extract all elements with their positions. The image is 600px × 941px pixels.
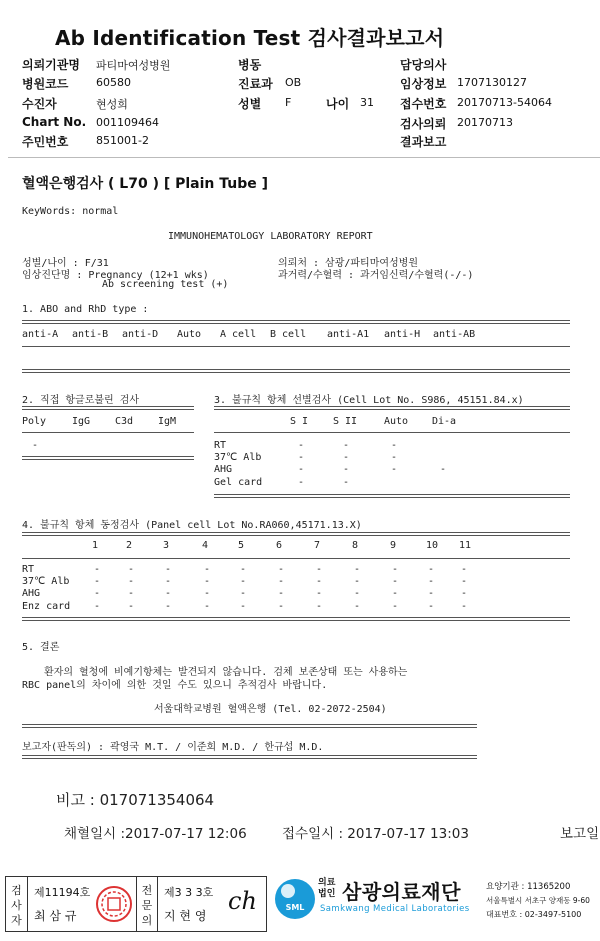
diagnosis-line2: Ab screening test (+)	[102, 279, 229, 290]
s4-h-10: 10	[426, 540, 439, 551]
s1-h-anti-ab: anti-AB	[433, 329, 476, 340]
reporter-line: 보고자(판독의) : 곽영국 M.T. / 이준희 M.D. / 한규섭 M.D.	[22, 742, 324, 753]
s4-cell-dash: -	[94, 576, 101, 587]
hospital-code-label: 병원코드	[22, 77, 69, 91]
s4-cell-dash: -	[316, 576, 323, 587]
clinical-value: 1707130127	[457, 76, 527, 89]
ward-label: 병동	[238, 58, 262, 72]
signature-box	[5, 876, 267, 932]
s4-cell-dash: -	[204, 601, 211, 612]
conclusion-line-2: RBC panel의 차이에 의한 것일 수도 있으니 추적검사 바랍니다.	[22, 680, 328, 691]
s4-cell-dash: -	[354, 564, 361, 575]
s3-rule-top	[214, 406, 570, 410]
sml-logo-text: SML	[285, 903, 305, 912]
collect-time: 채혈일시 :2017-07-17 12:06	[64, 826, 247, 842]
s1-rule-mid	[22, 346, 570, 347]
s1-h-auto: Auto	[177, 329, 202, 340]
s3-cell-dash: -	[391, 464, 398, 475]
s3-row-37: 37℃ Alb	[214, 452, 262, 463]
rrn-label: 주민번호	[22, 135, 69, 149]
s4-row-37: 37℃ Alb	[22, 576, 70, 587]
section-title: 혈액은행검사 ( L70 ) [ Plain Tube ]	[22, 176, 269, 192]
s2-h-igm: IgM	[158, 416, 177, 427]
dept-value: OB	[285, 76, 302, 89]
s2-h-c3d: C3d	[115, 416, 134, 427]
s1-rule-top	[22, 320, 570, 324]
remark: 비고 : 017071354064	[56, 791, 215, 809]
s2-h-igg: IgG	[72, 416, 91, 427]
s4-cell-dash: -	[461, 601, 468, 612]
s4-h-4: 4	[202, 540, 209, 551]
s4-h-3: 3	[163, 540, 170, 551]
s4-cell-dash: -	[316, 588, 323, 599]
chart-label: Chart No.	[22, 115, 87, 129]
s5-rule-bottom	[22, 755, 477, 759]
s4-rule-bottom	[22, 617, 570, 621]
history-line: 과거력/수혈력 : 과거임신력/수혈력(-/-)	[278, 270, 474, 281]
s1-h-b-cell: B cell	[270, 329, 307, 340]
s4-cell-dash: -	[278, 601, 285, 612]
s4-cell-dash: -	[204, 576, 211, 587]
brand-reg-no: 요양기관 : 11365200	[486, 882, 571, 892]
brand-corp-small: 의료법인	[318, 878, 336, 899]
s4-cell-dash: -	[278, 564, 285, 575]
s3-cell-dash: -	[298, 477, 305, 488]
request-label: 검사의뢰	[400, 117, 447, 131]
s4-row-rt: RT	[22, 564, 35, 575]
brand-address: 서울특별시 서초구 양재동 9-60	[486, 896, 590, 905]
s4-title: 4. 불규칙 항체 동정검사 (Panel cell Lot No.RA060,45171.13.X)	[22, 520, 362, 531]
s3-cell-dash: -	[391, 452, 398, 463]
s1-title: 1. ABO and RhD type :	[22, 304, 149, 315]
lab-title: IMMUNOHEMATOLOGY LABORATORY REPORT	[168, 231, 373, 242]
s3-cell-dash: -	[343, 440, 350, 451]
s4-rule-mid	[22, 558, 570, 559]
doctor-label: 담당의사	[400, 58, 447, 72]
s3-row-ahg: AHG	[214, 464, 233, 475]
s4-cell-dash: -	[240, 576, 247, 587]
s4-cell-dash: -	[461, 576, 468, 587]
chart-value: 001109464	[96, 116, 159, 129]
report-title: Ab Identification Test 검사결과보고서	[55, 26, 445, 50]
age-label: 나이	[326, 97, 350, 111]
s4-row-ahg: AHG	[22, 588, 41, 599]
s4-cell-dash: -	[392, 588, 399, 599]
s4-cell-dash: -	[240, 564, 247, 575]
s1-h-a-cell: A cell	[220, 329, 257, 340]
s2-rule-bottom	[22, 456, 194, 460]
s4-cell-dash: -	[278, 576, 285, 587]
s1-h-anti-d: anti-D	[122, 329, 159, 340]
s4-cell-dash: -	[428, 588, 435, 599]
s4-cell-dash: -	[128, 564, 135, 575]
s4-cell-dash: -	[94, 601, 101, 612]
s4-cell-dash: -	[165, 576, 172, 587]
s4-cell-dash: -	[354, 601, 361, 612]
s4-h-11: 11	[459, 540, 472, 551]
s4-cell-dash: -	[316, 601, 323, 612]
inspector-license: 제11194호	[34, 886, 91, 899]
s4-cell-dash: -	[428, 576, 435, 587]
s2-h-poly: Poly	[22, 416, 47, 427]
patient-label: 수진자	[22, 97, 57, 111]
s4-cell-dash: -	[354, 576, 361, 587]
s3-h-auto: Auto	[384, 416, 409, 427]
s3-cell-dash: -	[298, 452, 305, 463]
institution-label: 의뢰기관명	[22, 58, 80, 72]
s3-rule-bottom	[214, 494, 570, 498]
sex-value: F	[285, 96, 292, 109]
rrn-value: 851001-2	[96, 134, 149, 147]
seal-icon	[94, 883, 134, 925]
sex-age-line: 성별/나이 : F/31	[22, 258, 109, 269]
keywords: KeyWords: normal	[22, 206, 119, 217]
reception-value: 20170713-54064	[457, 96, 552, 109]
s3-cell-dash: -	[343, 452, 350, 463]
clinical-label: 임상정보	[400, 77, 447, 91]
inspector-vertical-label: 검사자	[6, 877, 28, 931]
header-divider	[8, 157, 600, 158]
s4-cell-dash: -	[392, 564, 399, 575]
s1-h-anti-a: anti-A	[22, 329, 59, 340]
s4-cell-dash: -	[354, 588, 361, 599]
patient-value: 현성희	[96, 98, 128, 111]
inspector-name: 최 삼 규	[34, 909, 77, 923]
s4-cell-dash: -	[392, 576, 399, 587]
s3-h-dia: Di-a	[432, 416, 457, 427]
s1-rule-bottom	[22, 369, 570, 373]
s4-cell-dash: -	[240, 588, 247, 599]
specialist-name: 지 현 영	[164, 909, 207, 923]
s3-row-gel: Gel card	[214, 477, 263, 488]
s3-cell-dash: -	[298, 440, 305, 451]
s3-h-s2: S II	[333, 416, 358, 427]
brand-name: 삼광의료재단	[342, 880, 461, 904]
s4-cell-dash: -	[94, 564, 101, 575]
s4-cell-dash: -	[165, 601, 172, 612]
s4-cell-dash: -	[278, 588, 285, 599]
s4-cell-dash: -	[204, 588, 211, 599]
s4-cell-dash: -	[461, 588, 468, 599]
s3-cell-dash: -	[298, 464, 305, 475]
s4-cell-dash: -	[128, 601, 135, 612]
blood-bank-line: 서울대학교병원 혈액은행 (Tel. 02-2072-2504)	[154, 704, 387, 715]
hospital-code-value: 60580	[96, 76, 131, 89]
s4-cell-dash: -	[204, 564, 211, 575]
s3-cell-dash: -	[391, 440, 398, 451]
s4-cell-dash: -	[165, 564, 172, 575]
s4-cell-dash: -	[128, 576, 135, 587]
referrer-line: 의뢰처 : 삼광/파티마여성병원	[278, 258, 419, 269]
s4-cell-dash: -	[240, 601, 247, 612]
s4-cell-dash: -	[428, 601, 435, 612]
s4-cell-dash: -	[94, 588, 101, 599]
specialist-vertical-label: 전문의	[136, 877, 158, 931]
age-value: 31	[360, 96, 374, 109]
sml-logo-icon	[272, 876, 318, 922]
sex-label: 성별	[238, 97, 262, 111]
s5-title: 5. 결론	[22, 642, 60, 653]
s5-rule-top	[22, 724, 477, 728]
request-value: 20170713	[457, 116, 513, 129]
s1-h-anti-b: anti-B	[72, 329, 109, 340]
s4-h-2: 2	[126, 540, 133, 551]
signature-icon: ch	[228, 887, 257, 915]
s3-h-s1: S I	[290, 416, 309, 427]
s2-rule-top	[22, 406, 194, 410]
s4-cell-dash: -	[392, 601, 399, 612]
s3-title: 3. 불규칙 항체 선별검사 (Cell Lot No. S986, 45151.84.x)	[214, 395, 524, 406]
s3-cell-dash: -	[343, 477, 350, 488]
s4-cell-dash: -	[165, 588, 172, 599]
s4-cell-dash: -	[316, 564, 323, 575]
s3-cell-dash: -	[343, 464, 350, 475]
brand-phone: 대표번호 : 02-3497-5100	[486, 910, 582, 919]
receipt-time: 접수일시 : 2017-07-17 13:03	[282, 826, 469, 842]
reception-label: 접수번호	[400, 97, 447, 111]
diagnosis-line: 임상진단명 : Pregnancy (12+1 wks)	[22, 270, 209, 281]
s4-h-7: 7	[314, 540, 321, 551]
s3-rule-mid	[214, 432, 570, 433]
s4-row-enz: Enz card	[22, 601, 71, 612]
institution-value: 파티마여성병원	[96, 59, 171, 72]
s2-rule-mid	[22, 432, 194, 433]
s4-h-6: 6	[276, 540, 283, 551]
s2-title: 2. 직접 항글로불린 검사	[22, 395, 140, 406]
conclusion-line-1: 환자의 혈청에 비예기항체는 발견되지 않습니다. 검체 보존상태 또는 사용하는	[44, 667, 408, 678]
s1-h-anti-a1: anti-A1	[327, 329, 370, 340]
s4-cell-dash: -	[128, 588, 135, 599]
result-label: 결과보고	[400, 135, 447, 149]
s2-value: -	[32, 440, 39, 451]
s4-rule-top	[22, 532, 570, 536]
s4-cell-dash: -	[461, 564, 468, 575]
s4-h-9: 9	[390, 540, 397, 551]
specialist-license: 제3 3 3호	[164, 886, 214, 899]
s4-h-8: 8	[352, 540, 359, 551]
s3-cell-dash: -	[440, 464, 447, 475]
s4-h-5: 5	[238, 540, 245, 551]
s3-row-rt: RT	[214, 440, 227, 451]
s4-cell-dash: -	[428, 564, 435, 575]
s1-h-anti-h: anti-H	[384, 329, 421, 340]
report-time-cut: 보고일	[560, 826, 600, 842]
s4-h-1: 1	[92, 540, 99, 551]
brand-english: Samkwang Medical Laboratories	[320, 904, 470, 914]
dept-label: 진료과	[238, 77, 273, 91]
